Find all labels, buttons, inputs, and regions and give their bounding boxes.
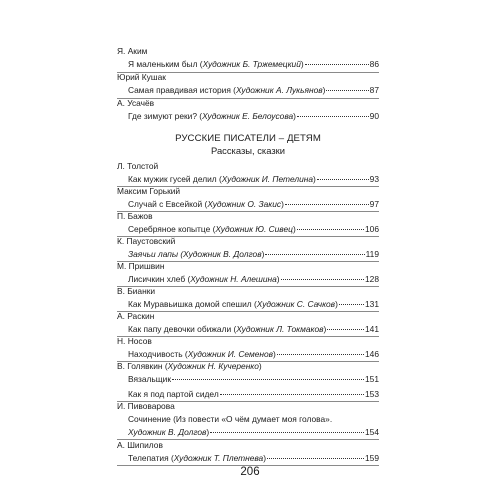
author-name: Максим Горький [117,186,181,196]
author-name: Н. Носов [117,336,152,346]
toc-entry: Я маленьким был (Художник Б. Тржемецкий) 86 [128,59,379,69]
toc-entry: Случай с Евсейкой (Художник О. Закис) 97 [128,199,379,209]
author-name: И. Пивоварова [117,401,175,411]
page-ref: 154 [365,427,379,437]
section-subheading: Рассказы, сказки [211,145,285,156]
author-name: В. Бианки [117,286,156,296]
toc-entry: Заячьи лапы (Художник В. Долгов) 119 [128,249,379,259]
toc-entry-line2: Художник В. Долгов) 154 [128,427,379,437]
section-heading: РУССКИЕ ПИСАТЕЛИ – ДЕТЯМ [175,133,321,144]
author-name: Л. Толстой [117,161,159,171]
toc-entry: Как я под партой сидел 153 [128,389,379,399]
page-ref: 151 [365,374,379,384]
page-ref: 106 [365,224,379,234]
toc-entry: Телепатия (Художник Т. Плетнева) 159 [128,453,379,463]
toc-entry: Лисичкин хлеб (Художник Н. Алешина) 128 [128,274,379,284]
page-ref: 159 [365,453,379,463]
author-name: А. Усачёв [117,98,155,108]
toc-entry: Как Муравьишка домой спешил (Художник С. Сачков) 131 [128,299,379,309]
author-name: А. Раскин [117,311,155,321]
author-name: М. Пришвин [117,261,165,271]
toc-entry: Самая правдивая история (Художник А. Лукьянов) 87 [128,85,379,95]
page-ref: 93 [369,174,379,184]
page-ref: 87 [369,85,379,95]
page-ref: 97 [369,199,379,209]
toc-entry: Находчивость (Художник И. Семенов) 146 [128,349,379,359]
page-ref: 153 [365,389,379,399]
author-name: Юрий Кушак [117,72,166,82]
toc-entry: Серебряное копытце (Художник Ю. Сивец) 106 [128,224,379,234]
toc-entry: Где зимуют реки? (Художник Е. Белоусова) 90 [128,111,379,121]
author-name: К. Паустовский [117,236,176,246]
page-ref: 141 [365,324,379,334]
author-name: В. Голявкин (Художник Н. Кучеренко) [117,361,262,371]
toc-entry-line1: Сочинение (Из повести «О чём думает моя голова». [128,414,333,424]
toc-entry: Вязальщик 151 [128,374,379,384]
page-ref: 131 [365,299,379,309]
page-ref: 146 [365,349,379,359]
page-ref: 119 [365,249,379,259]
author-name: Я. Аким [117,46,148,56]
toc-entry: Как мужик гусей делил (Художник И. Петелина) 93 [128,174,379,184]
page-ref: 86 [369,59,379,69]
page-ref: 90 [369,111,379,121]
page-number: 206 [240,466,260,478]
author-name: П. Бажов [117,211,153,221]
toc-entry: Как папу девочки обижали (Художник Л. Токмаков) 141 [128,324,379,334]
author-name: А. Шипилов [117,440,163,450]
page-ref: 128 [365,274,379,284]
